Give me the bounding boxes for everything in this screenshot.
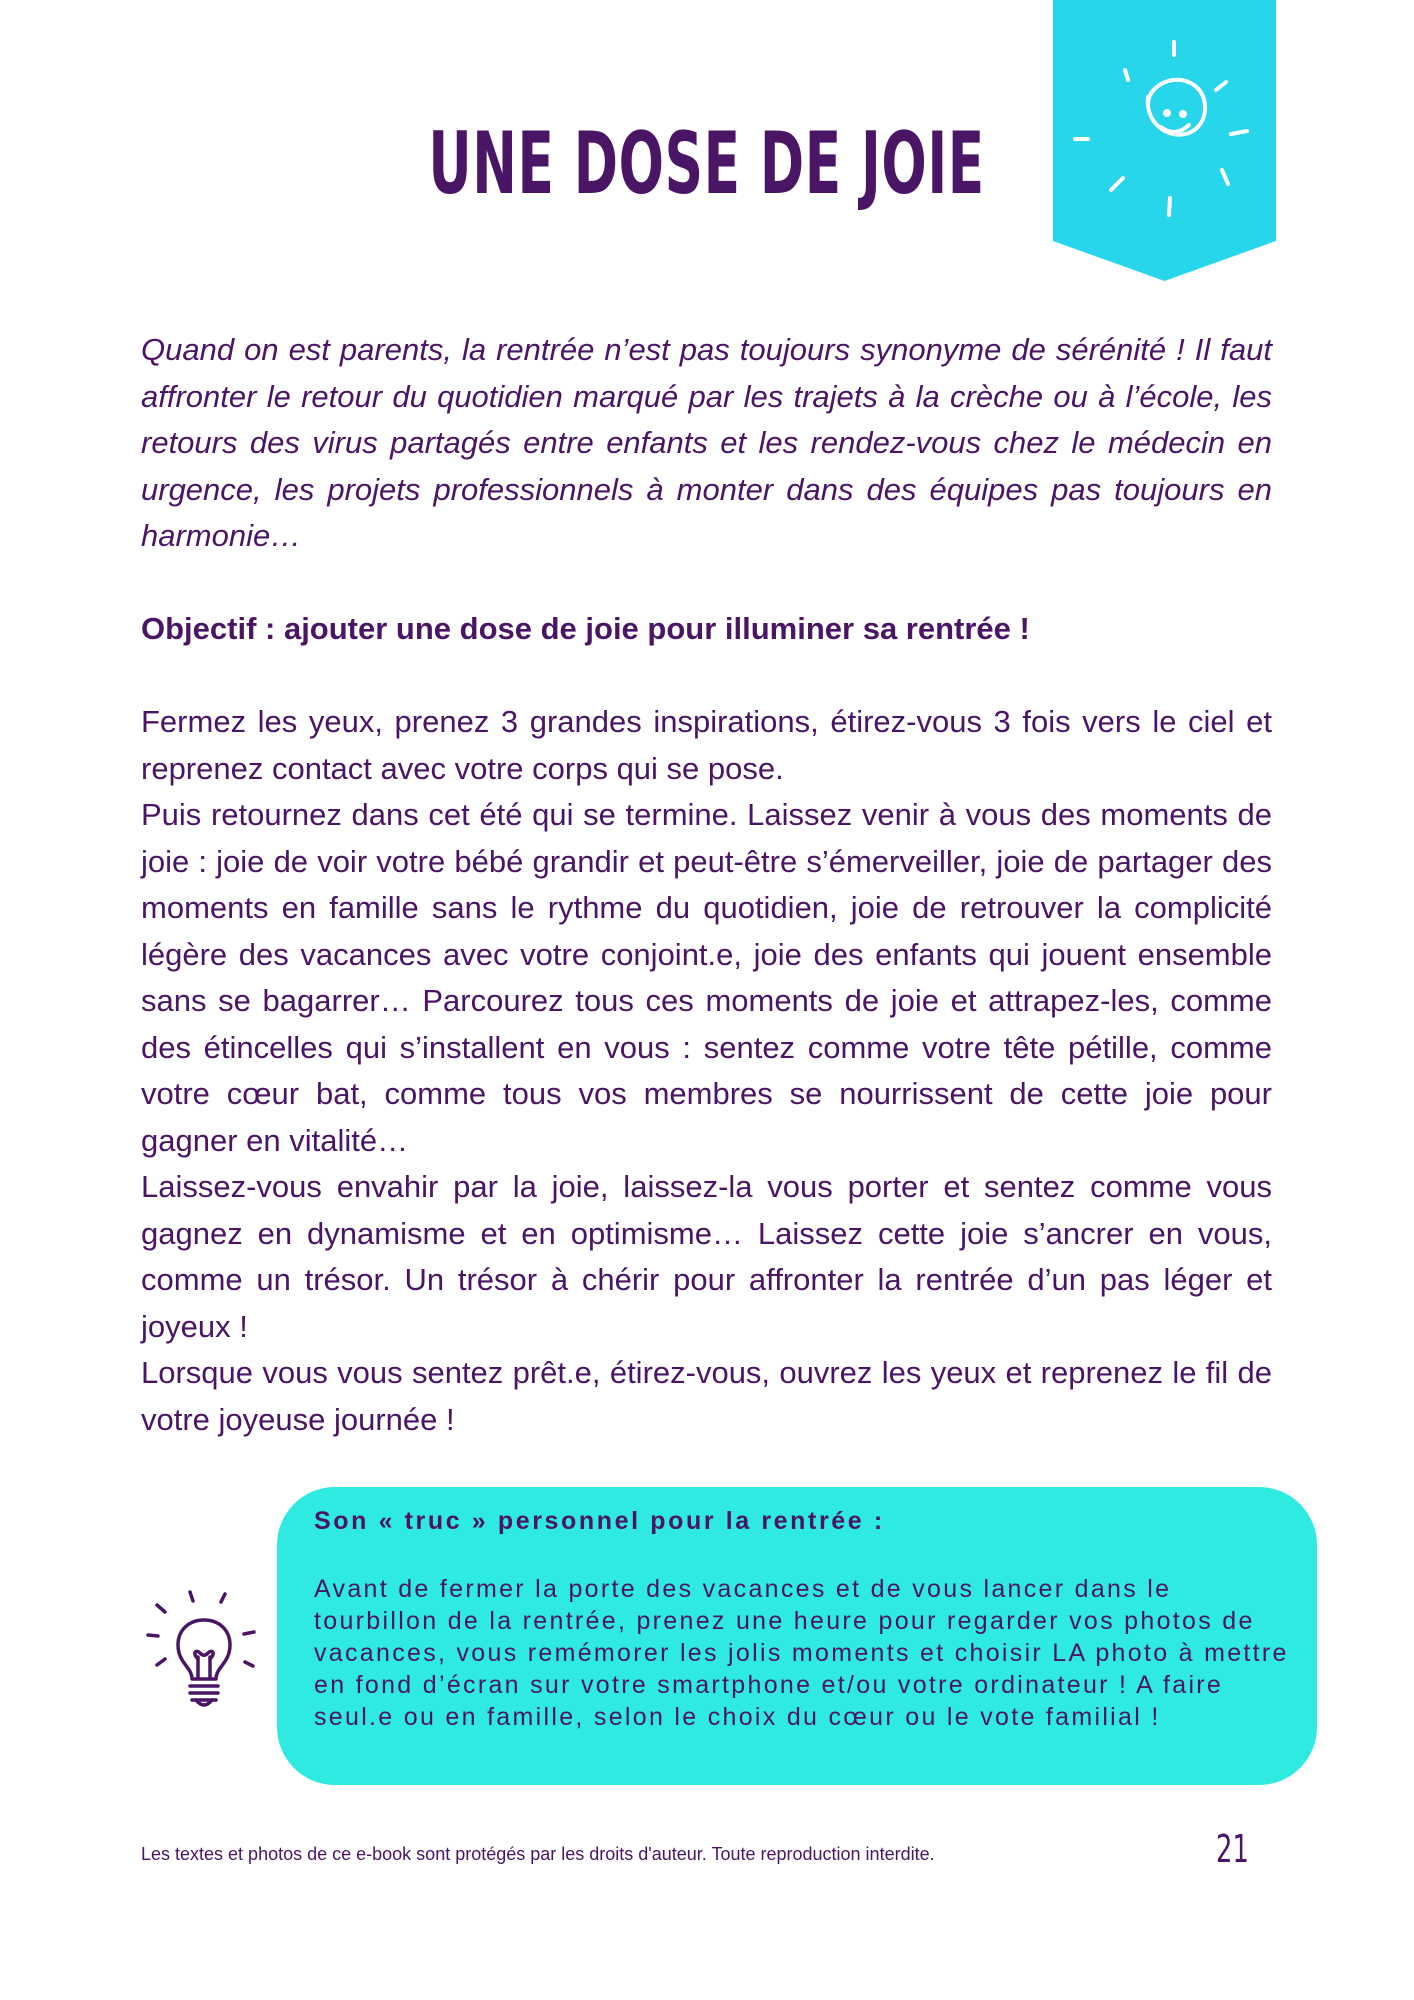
page-number: 21	[1216, 1827, 1249, 1871]
page-title: UNE DOSE DE JOIE	[428, 114, 985, 214]
body-paragraph: Lorsque vous vous sentez prêt.e, étirez-vous, ouvrez les yeux et reprenez le fil de votre joyeuse journée !	[141, 1355, 1272, 1437]
tip-text: Avant de fermer la porte des vacances et de vous lancer dans le tourbillon de la rentrée, prenez une heure pour regarder vos photos de vacances, vous remémorer les jolis moments et choisir LA photo à mettre en fond d’écran sur votre smartphone et/ou votre ordinateur ! A faire seul.e ou en famille, selon le choix du cœur ou le vote familial !	[314, 1575, 1289, 1731]
tip-box	[277, 1487, 1317, 1785]
body-paragraph: Laissez-vous envahir par la joie, laissez-la vous porter et sentez comme vous gagnez en dynamisme et en optimisme… Laissez cette joie s’ancrer en vous, comme un trésor. Un trésor à chérir pour affronter la rentrée d’un pas léger et joyeux !	[141, 1169, 1272, 1344]
body-paragraph: Fermez les yeux, prenez 3 grandes inspirations, étirez-vous 3 fois vers le ciel et reprenez contact avec votre corps qui se pose.	[141, 704, 1272, 786]
intro-paragraph: Quand on est parents, la rentrée n’est pas toujours synonyme de sérénité ! Il faut affronter le retour du quotidien marqué par les trajets à la crèche ou à l’école, les retours des virus partagés entre enfants et les rendez-vous chez le médecin en urgence, les projets professionnels à monter dans des équipes pas toujours en harmonie…	[141, 332, 1272, 553]
body-paragraph: Puis retournez dans cet été qui se termine. Laissez venir à vous des moments de joie : joie de voir votre bébé grandir et peut-être s’émerveiller, joie de partager des moments en famille sans le rythme du quotidien, joie de retrouver la complicité légère des vacances avec votre conjoint.e, joie des enfants qui jouent ensemble sans se bagarrer… Parcourez tous ces moments de joie et attrapez-les, comme des étincelles qui s’installent en vous : sentez comme votre tête pétille, comme votre cœur bat, comme tous vos membres se nourrissent de cette joie pour gagner en vitalité…	[141, 797, 1272, 1158]
objective-statement: Objectif : ajouter une dose de joie pour illuminer sa rentrée !	[141, 611, 1030, 646]
tip-heading: Son « truc » personnel pour la rentrée :	[314, 1507, 885, 1535]
lightbulb-icon	[140, 1587, 260, 1717]
copyright-notice: Les textes et photos de ce e-book sont protégés par les droits d'auteur. Toute reproduction interdite.	[141, 1844, 935, 1864]
main-content	[141, 327, 1272, 1443]
